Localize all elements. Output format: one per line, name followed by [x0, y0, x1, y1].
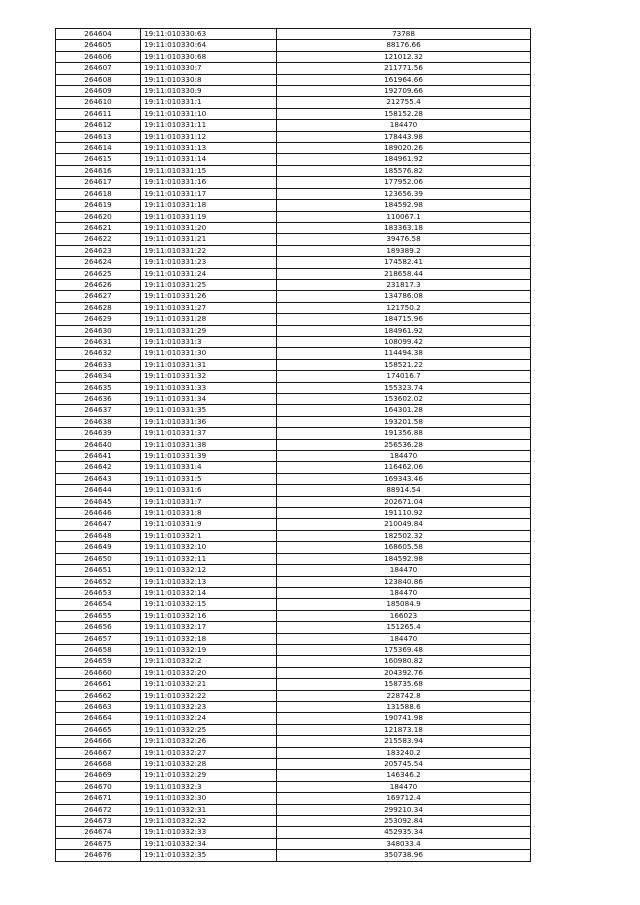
table-row — [56, 245, 531, 256]
cadastral-number-cell: 19:11:010332:14 — [141, 587, 277, 598]
cadastral-number-cell: 19:11:010331:25 — [141, 279, 277, 290]
row-number-cell: 264664 — [56, 713, 141, 724]
cadastral-number-cell: 19:11:010330:8 — [141, 74, 277, 85]
row-number-cell: 264654 — [56, 599, 141, 610]
table-row — [56, 222, 531, 233]
table-row — [56, 690, 531, 701]
value-cell: 155323.74 — [277, 382, 531, 393]
row-number-cell: 264609 — [56, 86, 141, 97]
row-number-cell: 264651 — [56, 565, 141, 576]
cadastral-number-cell: 19:11:010331:37 — [141, 428, 277, 439]
row-number-cell: 264619 — [56, 200, 141, 211]
row-number-cell: 264670 — [56, 781, 141, 792]
cadastral-number-cell: 19:11:010332:31 — [141, 804, 277, 815]
value-cell: 161964.66 — [277, 74, 531, 85]
cadastral-number-cell: 19:11:010331:17 — [141, 188, 277, 199]
cadastral-number-cell: 19:11:010332:32 — [141, 816, 277, 827]
cadastral-number-cell: 19:11:010331:34 — [141, 394, 277, 405]
table-row — [56, 485, 531, 496]
table-row — [56, 108, 531, 119]
cadastral-number-cell: 19:11:010331:28 — [141, 314, 277, 325]
value-cell: 174016.7 — [277, 371, 531, 382]
table-row — [56, 576, 531, 587]
table-row — [56, 713, 531, 724]
cadastral-number-cell: 19:11:010330:9 — [141, 86, 277, 97]
table-row — [56, 759, 531, 770]
row-number-cell: 264643 — [56, 473, 141, 484]
cadastral-number-cell: 19:11:010331:7 — [141, 496, 277, 507]
row-number-cell: 264637 — [56, 405, 141, 416]
cadastral-number-cell: 19:11:010332:34 — [141, 838, 277, 849]
cadastral-number-cell: 19:11:010332:26 — [141, 736, 277, 747]
table-row — [56, 610, 531, 621]
row-number-cell: 264622 — [56, 234, 141, 245]
table-row — [56, 816, 531, 827]
cadastral-number-cell: 19:11:010332:20 — [141, 667, 277, 678]
row-number-cell: 264641 — [56, 451, 141, 462]
cadastral-number-cell: 19:11:010332:2 — [141, 656, 277, 667]
row-number-cell: 264665 — [56, 724, 141, 735]
value-cell: 184715.96 — [277, 314, 531, 325]
row-number-cell: 264636 — [56, 394, 141, 405]
row-number-cell: 264661 — [56, 679, 141, 690]
cadastral-number-cell: 19:11:010332:1 — [141, 530, 277, 541]
table-row — [56, 63, 531, 74]
row-number-cell: 264667 — [56, 747, 141, 758]
cadastral-number-cell: 19:11:010331:32 — [141, 371, 277, 382]
cadastral-number-cell: 19:11:010331:39 — [141, 451, 277, 462]
cadastral-number-cell: 19:11:010331:27 — [141, 302, 277, 313]
value-cell: 153602.02 — [277, 394, 531, 405]
value-cell: 185576.82 — [277, 165, 531, 176]
table-row — [56, 29, 531, 40]
table-row — [56, 188, 531, 199]
table-row — [56, 724, 531, 735]
row-number-cell: 264618 — [56, 188, 141, 199]
value-cell: 134786.08 — [277, 291, 531, 302]
value-cell: 205745.54 — [277, 759, 531, 770]
value-cell: 177952.06 — [277, 177, 531, 188]
cadastral-number-cell: 19:11:010332:17 — [141, 622, 277, 633]
table-row — [56, 439, 531, 450]
table-row — [56, 462, 531, 473]
table-row — [56, 428, 531, 439]
cadastral-number-cell: 19:11:010332:23 — [141, 701, 277, 712]
cadastral-number-cell: 19:11:010331:26 — [141, 291, 277, 302]
table-row — [56, 359, 531, 370]
row-number-cell: 264674 — [56, 827, 141, 838]
row-number-cell: 264634 — [56, 371, 141, 382]
table-row — [56, 530, 531, 541]
table-row — [56, 793, 531, 804]
value-cell: 114494.38 — [277, 348, 531, 359]
row-number-cell: 264627 — [56, 291, 141, 302]
cadastral-number-cell: 19:11:010331:38 — [141, 439, 277, 450]
cadastral-number-cell: 19:11:010332:28 — [141, 759, 277, 770]
row-number-cell: 264668 — [56, 759, 141, 770]
cadastral-number-cell: 19:11:010332:18 — [141, 633, 277, 644]
value-cell: 108099.42 — [277, 336, 531, 347]
table-row — [56, 86, 531, 97]
cadastral-number-cell: 19:11:010331:33 — [141, 382, 277, 393]
row-number-cell: 264639 — [56, 428, 141, 439]
cadastral-number-cell: 19:11:010331:36 — [141, 416, 277, 427]
row-number-cell: 264632 — [56, 348, 141, 359]
table-row — [56, 553, 531, 564]
table-row — [56, 291, 531, 302]
value-cell: 348033.4 — [277, 838, 531, 849]
value-cell: 178443.98 — [277, 131, 531, 142]
table-row — [56, 371, 531, 382]
table-row — [56, 120, 531, 131]
cadastral-number-cell: 19:11:010332:16 — [141, 610, 277, 621]
table-row — [56, 348, 531, 359]
table-row — [56, 302, 531, 313]
table-row — [56, 747, 531, 758]
row-number-cell: 264621 — [56, 222, 141, 233]
cadastral-number-cell: 19:11:010331:8 — [141, 508, 277, 519]
value-cell: 189389.2 — [277, 245, 531, 256]
row-number-cell: 264669 — [56, 770, 141, 781]
table-row — [56, 736, 531, 747]
value-cell: 116462.06 — [277, 462, 531, 473]
table-row — [56, 827, 531, 838]
table-row — [56, 770, 531, 781]
value-cell: 183240.2 — [277, 747, 531, 758]
value-cell: 121873.18 — [277, 724, 531, 735]
table-row — [56, 679, 531, 690]
value-cell: 88176.66 — [277, 40, 531, 51]
cadastral-number-cell: 19:11:010331:9 — [141, 519, 277, 530]
row-number-cell: 264648 — [56, 530, 141, 541]
table-row — [56, 268, 531, 279]
table-row — [56, 40, 531, 51]
table-row — [56, 314, 531, 325]
value-cell: 169712.4 — [277, 793, 531, 804]
row-number-cell: 264630 — [56, 325, 141, 336]
row-number-cell: 264656 — [56, 622, 141, 633]
table-row — [56, 200, 531, 211]
row-number-cell: 264633 — [56, 359, 141, 370]
table-row — [56, 405, 531, 416]
value-cell: 184470 — [277, 120, 531, 131]
cadastral-number-cell: 19:11:010331:15 — [141, 165, 277, 176]
row-number-cell: 264658 — [56, 644, 141, 655]
row-number-cell: 264657 — [56, 633, 141, 644]
cadastral-number-cell: 19:11:010331:13 — [141, 143, 277, 154]
value-cell: 175369.48 — [277, 644, 531, 655]
table-row — [56, 667, 531, 678]
value-cell: 164301.28 — [277, 405, 531, 416]
value-cell: 212755.4 — [277, 97, 531, 108]
row-number-cell: 264673 — [56, 816, 141, 827]
cadastral-number-cell: 19:11:010331:11 — [141, 120, 277, 131]
cadastral-number-cell: 19:11:010331:35 — [141, 405, 277, 416]
table-row — [56, 234, 531, 245]
row-number-cell: 264666 — [56, 736, 141, 747]
row-number-cell: 264605 — [56, 40, 141, 51]
value-cell: 190741.98 — [277, 713, 531, 724]
value-cell: 88914.54 — [277, 485, 531, 496]
value-cell: 215583.94 — [277, 736, 531, 747]
table-row — [56, 850, 531, 861]
value-cell: 193201.58 — [277, 416, 531, 427]
value-cell: 204392.76 — [277, 667, 531, 678]
row-number-cell: 264672 — [56, 804, 141, 815]
cadastral-number-cell: 19:11:010331:31 — [141, 359, 277, 370]
value-cell: 191356.88 — [277, 428, 531, 439]
row-number-cell: 264640 — [56, 439, 141, 450]
value-cell: 184470 — [277, 781, 531, 792]
row-number-cell: 264650 — [56, 553, 141, 564]
row-number-cell: 264631 — [56, 336, 141, 347]
table-row — [56, 97, 531, 108]
row-number-cell: 264653 — [56, 587, 141, 598]
cadastral-number-cell: 19:11:010331:24 — [141, 268, 277, 279]
row-number-cell: 264663 — [56, 701, 141, 712]
table-row — [56, 154, 531, 165]
table-row — [56, 587, 531, 598]
value-cell: 184470 — [277, 451, 531, 462]
value-cell: 231817.3 — [277, 279, 531, 290]
value-cell: 184592.98 — [277, 553, 531, 564]
value-cell: 184961.92 — [277, 325, 531, 336]
row-number-cell: 264616 — [56, 165, 141, 176]
cadastral-number-cell: 19:11:010332:35 — [141, 850, 277, 861]
cadastral-number-cell: 19:11:010332:30 — [141, 793, 277, 804]
cadastral-number-cell: 19:11:010331:16 — [141, 177, 277, 188]
cadastral-number-cell: 19:11:010332:10 — [141, 542, 277, 553]
table-row — [56, 633, 531, 644]
value-cell: 174582.41 — [277, 257, 531, 268]
cadastral-number-cell: 19:11:010331:3 — [141, 336, 277, 347]
table-row — [56, 143, 531, 154]
row-number-cell: 264610 — [56, 97, 141, 108]
row-number-cell: 264612 — [56, 120, 141, 131]
cadastral-number-cell: 19:11:010331:20 — [141, 222, 277, 233]
table-row — [56, 599, 531, 610]
value-cell: 189020.26 — [277, 143, 531, 154]
row-number-cell: 264646 — [56, 508, 141, 519]
row-number-cell: 264626 — [56, 279, 141, 290]
table-row — [56, 325, 531, 336]
row-number-cell: 264611 — [56, 108, 141, 119]
value-cell: 121750.2 — [277, 302, 531, 313]
row-number-cell: 264652 — [56, 576, 141, 587]
row-number-cell: 264628 — [56, 302, 141, 313]
value-cell: 184470 — [277, 565, 531, 576]
table-row — [56, 211, 531, 222]
table-row — [56, 656, 531, 667]
row-number-cell: 264655 — [56, 610, 141, 621]
cadastral-number-cell: 19:11:010331:30 — [141, 348, 277, 359]
value-cell: 218658.44 — [277, 268, 531, 279]
table-row — [56, 701, 531, 712]
cadastral-number-cell: 19:11:010330:68 — [141, 51, 277, 62]
value-cell: 184470 — [277, 587, 531, 598]
value-cell: 182502.32 — [277, 530, 531, 541]
cadastral-number-cell: 19:11:010331:6 — [141, 485, 277, 496]
value-cell: 131588.6 — [277, 701, 531, 712]
table-row — [56, 451, 531, 462]
value-cell: 158735.68 — [277, 679, 531, 690]
cadastral-number-cell: 19:11:010331:29 — [141, 325, 277, 336]
cadastral-number-cell: 19:11:010332:25 — [141, 724, 277, 735]
row-number-cell: 264613 — [56, 131, 141, 142]
cadastral-number-cell: 19:11:010331:18 — [141, 200, 277, 211]
cadastral-number-cell: 19:11:010331:4 — [141, 462, 277, 473]
value-cell: 228742.8 — [277, 690, 531, 701]
table-row — [56, 496, 531, 507]
row-number-cell: 264606 — [56, 51, 141, 62]
row-number-cell: 264604 — [56, 29, 141, 40]
row-number-cell: 264620 — [56, 211, 141, 222]
value-cell: 299210.34 — [277, 804, 531, 815]
cadastral-number-cell: 19:11:010331:1 — [141, 97, 277, 108]
cadastral-number-cell: 19:11:010332:15 — [141, 599, 277, 610]
row-number-cell: 264642 — [56, 462, 141, 473]
row-number-cell: 264644 — [56, 485, 141, 496]
table-row — [56, 542, 531, 553]
value-cell: 191110.92 — [277, 508, 531, 519]
value-cell: 184592.98 — [277, 200, 531, 211]
table-row — [56, 622, 531, 633]
value-cell: 256536.28 — [277, 439, 531, 450]
value-cell: 183363.18 — [277, 222, 531, 233]
row-number-cell: 264675 — [56, 838, 141, 849]
value-cell: 168605.58 — [277, 542, 531, 553]
value-cell: 184961.92 — [277, 154, 531, 165]
table-row — [56, 519, 531, 530]
cadastral-number-cell: 19:11:010332:11 — [141, 553, 277, 564]
table-row — [56, 838, 531, 849]
cadastral-number-cell: 19:11:010331:14 — [141, 154, 277, 165]
value-cell: 253092.84 — [277, 816, 531, 827]
table-row — [56, 781, 531, 792]
row-number-cell: 264649 — [56, 542, 141, 553]
row-number-cell: 264623 — [56, 245, 141, 256]
table-row — [56, 644, 531, 655]
value-cell: 73788 — [277, 29, 531, 40]
table-row — [56, 382, 531, 393]
cadastral-number-cell: 19:11:010332:33 — [141, 827, 277, 838]
cadastral-number-cell: 19:11:010332:24 — [141, 713, 277, 724]
row-number-cell: 264607 — [56, 63, 141, 74]
row-number-cell: 264671 — [56, 793, 141, 804]
value-cell: 110067.1 — [277, 211, 531, 222]
row-number-cell: 264617 — [56, 177, 141, 188]
cadastral-number-cell: 19:11:010331:19 — [141, 211, 277, 222]
value-cell: 123656.39 — [277, 188, 531, 199]
value-cell: 184470 — [277, 633, 531, 644]
row-number-cell: 264647 — [56, 519, 141, 530]
table-body — [56, 29, 531, 862]
row-number-cell: 264676 — [56, 850, 141, 861]
row-number-cell: 264660 — [56, 667, 141, 678]
table-row — [56, 508, 531, 519]
table-row — [56, 74, 531, 85]
value-cell: 158521.22 — [277, 359, 531, 370]
cadastral-number-cell: 19:11:010331:21 — [141, 234, 277, 245]
value-cell: 166023 — [277, 610, 531, 621]
table-row — [56, 177, 531, 188]
value-cell: 158152.28 — [277, 108, 531, 119]
table-row — [56, 565, 531, 576]
value-cell: 151265.4 — [277, 622, 531, 633]
cadastral-number-cell: 19:11:010330:63 — [141, 29, 277, 40]
cadastral-number-cell: 19:11:010332:3 — [141, 781, 277, 792]
value-cell: 146346.2 — [277, 770, 531, 781]
value-cell: 169343.46 — [277, 473, 531, 484]
cadastral-number-cell: 19:11:010332:22 — [141, 690, 277, 701]
cadastral-number-cell: 19:11:010331:10 — [141, 108, 277, 119]
table-row — [56, 279, 531, 290]
table-row — [56, 336, 531, 347]
table-row — [56, 165, 531, 176]
row-number-cell: 264645 — [56, 496, 141, 507]
table-row — [56, 473, 531, 484]
value-cell: 350738.96 — [277, 850, 531, 861]
cadastral-number-cell: 19:11:010331:12 — [141, 131, 277, 142]
value-cell: 210049.84 — [277, 519, 531, 530]
value-cell: 160980.82 — [277, 656, 531, 667]
cadastral-number-cell: 19:11:010330:64 — [141, 40, 277, 51]
table-row — [56, 131, 531, 142]
value-cell: 211771.56 — [277, 63, 531, 74]
row-number-cell: 264662 — [56, 690, 141, 701]
cadastral-number-cell: 19:11:010330:7 — [141, 63, 277, 74]
row-number-cell: 264635 — [56, 382, 141, 393]
cadastral-number-cell: 19:11:010331:22 — [141, 245, 277, 256]
row-number-cell: 264659 — [56, 656, 141, 667]
table-row — [56, 804, 531, 815]
cadastral-number-cell: 19:11:010331:5 — [141, 473, 277, 484]
table-row — [56, 51, 531, 62]
cadastral-number-cell: 19:11:010332:12 — [141, 565, 277, 576]
cadastral-number-cell: 19:11:010332:21 — [141, 679, 277, 690]
table-row — [56, 257, 531, 268]
value-cell: 202671.04 — [277, 496, 531, 507]
value-cell: 123840.86 — [277, 576, 531, 587]
row-number-cell: 264625 — [56, 268, 141, 279]
value-cell: 121012.32 — [277, 51, 531, 62]
row-number-cell: 264638 — [56, 416, 141, 427]
value-cell: 192709.66 — [277, 86, 531, 97]
cadastral-number-cell: 19:11:010332:29 — [141, 770, 277, 781]
cadastral-number-cell: 19:11:010332:27 — [141, 747, 277, 758]
cadastral-number-cell: 19:11:010331:23 — [141, 257, 277, 268]
row-number-cell: 264624 — [56, 257, 141, 268]
cadastral-number-cell: 19:11:010332:19 — [141, 644, 277, 655]
value-cell: 185084.9 — [277, 599, 531, 610]
table-row — [56, 394, 531, 405]
table-row — [56, 416, 531, 427]
row-number-cell: 264629 — [56, 314, 141, 325]
row-number-cell: 264608 — [56, 74, 141, 85]
row-number-cell: 264614 — [56, 143, 141, 154]
value-cell: 452935.34 — [277, 827, 531, 838]
cadastral-number-cell: 19:11:010332:13 — [141, 576, 277, 587]
value-cell: 39476.58 — [277, 234, 531, 245]
row-number-cell: 264615 — [56, 154, 141, 165]
cadastral-value-table — [55, 28, 531, 862]
